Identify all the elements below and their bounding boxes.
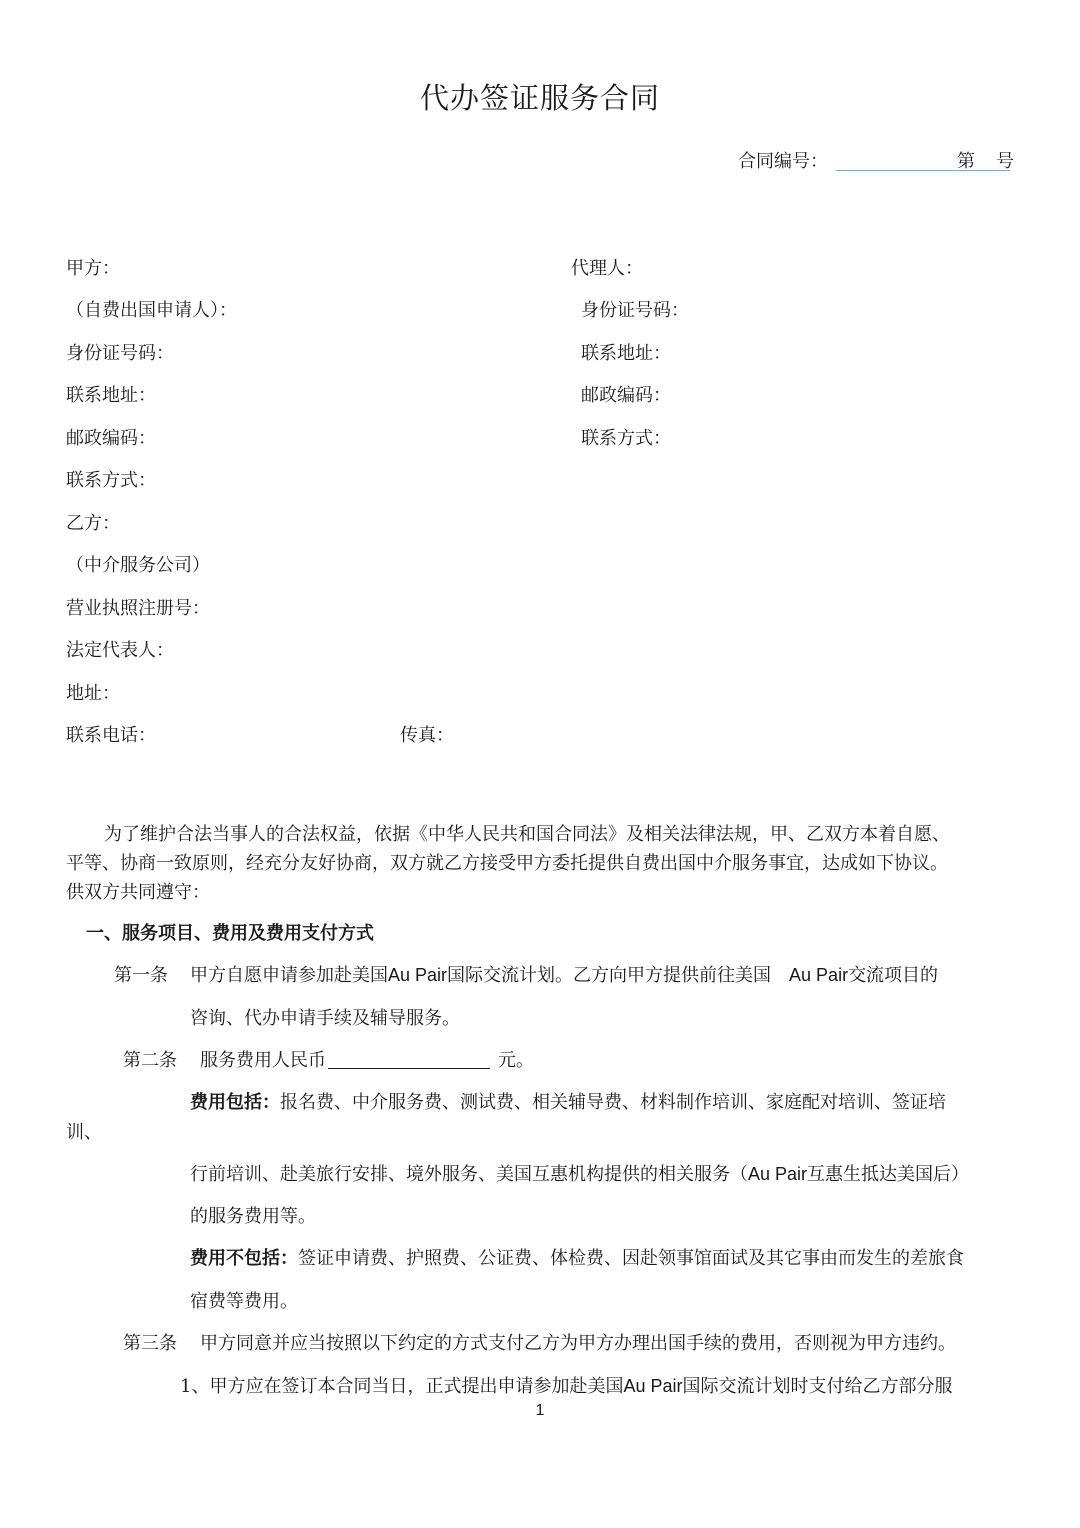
party-b-label: 乙方：: [66, 513, 120, 534]
preamble-line-3: 供双方共同遵守：: [66, 882, 210, 903]
agent-postcode: 邮政编码：: [581, 385, 671, 406]
section-1-heading: 一、服务项目、费用及费用支付方式: [86, 923, 374, 944]
fee-excludes-line-1: 费用不包括：签证申请费、护照费、公证费、体检费、因赴领事馆面试及其它事由而发生的差旅食: [190, 1248, 964, 1269]
party-a-role: （自费出国申请人）：: [66, 300, 237, 321]
agent-contact: 联系方式：: [581, 428, 671, 449]
article-3-item-1: 1、甲方应在签订本合同当日，正式提出申请参加赴美国Au Pair国际交流计划时支付给乙方部分服: [180, 1376, 953, 1397]
fee-includes-line-2: 行前培训、赴美旅行安排、境外服务、美国互惠机构提供的相关服务（Au Pair互惠生抵达美国后）: [190, 1164, 970, 1185]
party-b-license: 营业执照注册号：: [66, 598, 210, 619]
party-b-address: 地址：: [66, 683, 120, 704]
fee-amount-blank: [328, 1050, 490, 1069]
party-a-label: 甲方：: [66, 258, 120, 279]
party-a-postcode: 邮政编码：: [66, 428, 156, 449]
page-number: 1: [535, 1402, 545, 1419]
preamble-line-2: 平等、协商一致原则，经充分友好协商，双方就乙方接受甲方委托提供自费出国中介服务事宜，达成如下协议。: [66, 853, 948, 874]
party-a-address: 联系地址：: [66, 385, 156, 406]
article-1-line-1: 甲方自愿申请参加赴美国Au Pair国际交流计划。乙方向甲方提供前往美国 Au Pair交流项目的: [190, 965, 939, 986]
party-b-fax: 传真：: [400, 725, 454, 746]
article-1-label: 第一条: [114, 965, 168, 986]
fee-includes-wrap: 训、: [66, 1122, 102, 1143]
contract-title: 代办签证服务合同: [419, 81, 660, 115]
fee-includes-line-3: 的服务费用等。: [190, 1206, 316, 1227]
contract-number-label: 合同编号：: [738, 151, 828, 172]
party-b-phone: 联系电话：: [66, 725, 156, 746]
article-3-text: 甲方同意并应当按照以下约定的方式支付乙方为甲方办理出国手续的费用，否则视为甲方违约。: [200, 1333, 956, 1354]
article-1-line-2: 咨询、代办申请手续及辅导服务。: [190, 1008, 460, 1029]
preamble-line-1: 为了维护合法当事人的合法权益，依据《中华人民共和国合同法》及相关法律法规，甲、乙双方本着自愿、: [104, 824, 950, 845]
agent-id-number: 身份证号码：: [581, 300, 689, 321]
fee-includes-line-1: 费用包括：报名费、中介服务费、测试费、相关辅导费、材料制作培训、家庭配对培训、签证培: [190, 1092, 946, 1113]
party-b-role: （中介服务公司）: [66, 555, 210, 576]
article-2-fee-line: 服务费用人民币 元。: [200, 1050, 534, 1071]
party-a-contact: 联系方式：: [66, 470, 156, 491]
party-b-legal-rep: 法定代表人：: [66, 640, 174, 661]
fee-excludes-line-2: 宿费等费用。: [190, 1291, 298, 1312]
party-a-id-number: 身份证号码：: [66, 343, 174, 364]
agent-label: 代理人：: [571, 258, 643, 279]
contract-number-field-line: [836, 170, 1010, 171]
article-3-label: 第三条: [123, 1333, 177, 1354]
contract-number-di: 第: [957, 151, 975, 172]
article-2-label: 第二条: [123, 1050, 177, 1071]
agent-address: 联系地址：: [581, 343, 671, 364]
contract-number-hao: 号: [996, 151, 1014, 172]
